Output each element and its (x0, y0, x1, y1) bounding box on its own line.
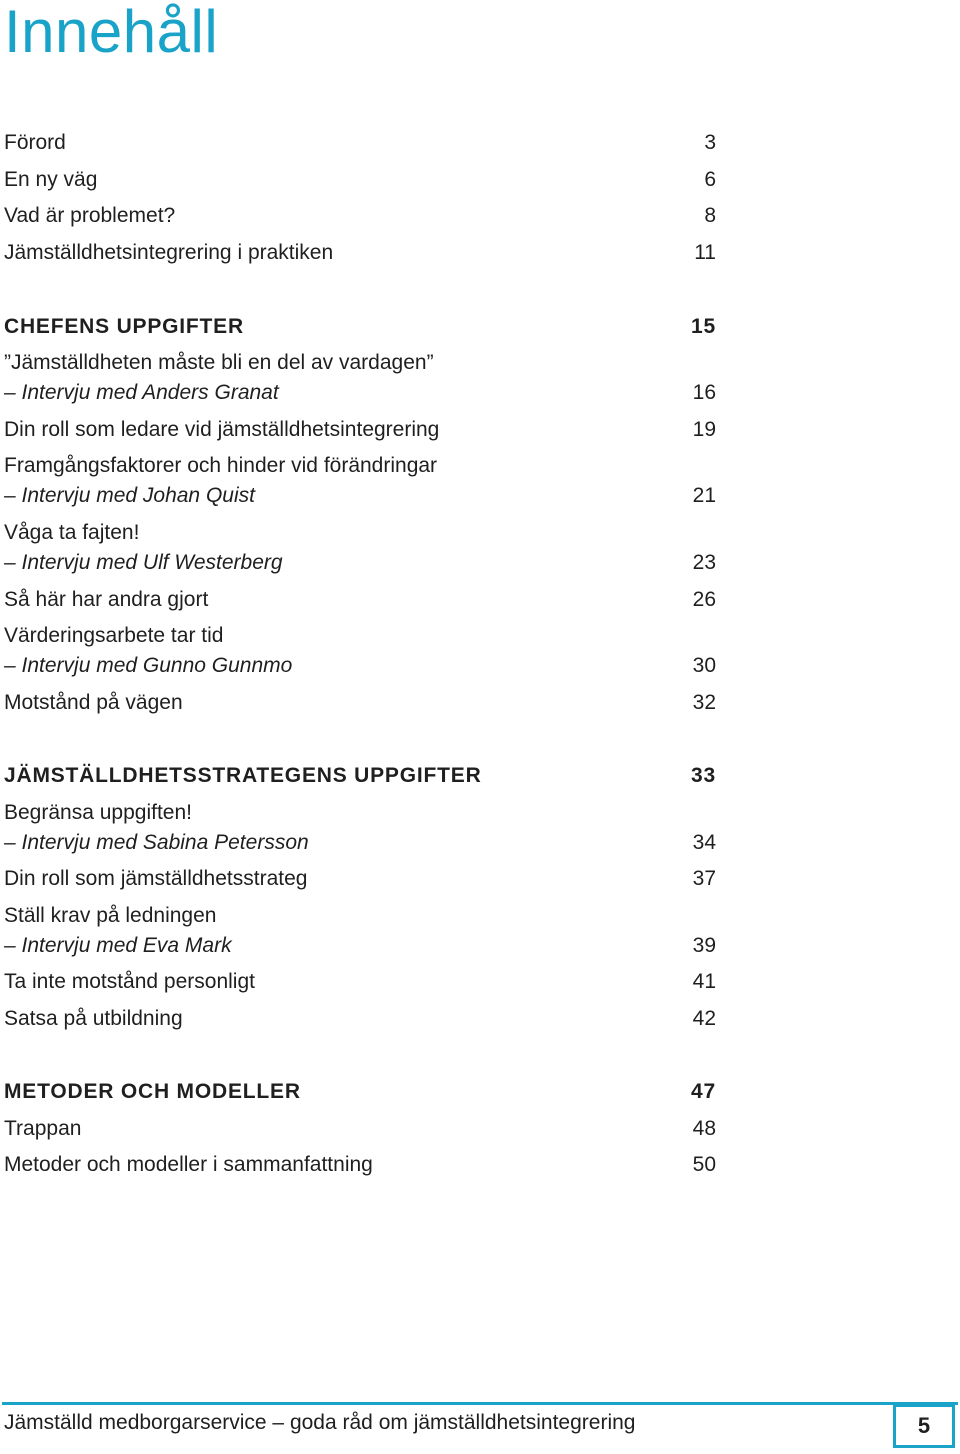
toc-entry-page: 42 (692, 1007, 716, 1030)
toc-entry[interactable] (4, 238, 716, 268)
toc-entry-interview[interactable] (4, 621, 716, 681)
toc-section-heading[interactable] (4, 312, 716, 342)
toc-entry-title: Din roll som jämställdhetsstrateg (4, 867, 308, 890)
footer-title: Jämställd medborgarservice – goda råd om jämställdhetsintegrering (4, 1411, 636, 1434)
toc-entry-title: Trappan (4, 1117, 82, 1140)
toc-entry-title: Våga ta fajten! (4, 521, 140, 544)
toc-entry-subtitle: – Intervju med Anders Granat (4, 381, 279, 404)
toc-entry-page: 41 (692, 970, 716, 993)
toc-entry-page: 23 (692, 551, 716, 574)
toc-entry-interview[interactable] (4, 348, 716, 408)
toc-entry-title: Jämställdhetsintegrering i praktiken (4, 241, 334, 264)
toc-entry-page: 39 (692, 934, 716, 957)
toc-section-title: CHEFENS UPPGIFTER (4, 315, 244, 338)
toc-entry-page: 11 (694, 241, 716, 264)
toc-entry-page: 48 (692, 1117, 716, 1140)
toc-section-page: 15 (691, 315, 716, 338)
toc-entry-interview[interactable] (4, 518, 716, 578)
toc-entry[interactable] (4, 128, 716, 158)
toc-section-heading[interactable] (4, 1077, 716, 1107)
toc-entry-title: Begränsa uppgiften! (4, 801, 192, 824)
toc-entry[interactable] (4, 688, 716, 718)
toc-entry[interactable] (4, 165, 716, 195)
toc-entry[interactable] (4, 967, 716, 997)
toc-entry-page: 8 (704, 204, 716, 227)
toc-entry-interview[interactable] (4, 451, 716, 511)
toc-entry-title: Motstånd på vägen (4, 691, 183, 714)
toc-section-heading[interactable] (4, 761, 716, 791)
toc-entry-title: Framgångsfaktorer och hinder vid förändringar (4, 454, 438, 477)
toc-entry-page: 37 (692, 867, 716, 890)
toc-entry-subtitle: – Intervju med Eva Mark (4, 934, 232, 957)
footer-divider (2, 1402, 958, 1405)
toc-entry-subtitle: – Intervju med Johan Quist (4, 484, 255, 507)
toc-entry-title: Vad är problemet? (4, 204, 176, 227)
toc-entry-title: En ny väg (4, 168, 98, 191)
toc-entry-title: Förord (4, 131, 66, 154)
toc-entry-subtitle: – Intervju med Sabina Petersson (4, 831, 309, 854)
toc-entry-title: ”Jämställdheten måste bli en del av vardagen” (4, 351, 434, 374)
toc-entry[interactable] (4, 1150, 716, 1180)
toc-entry-page: 6 (704, 168, 716, 191)
toc-entry[interactable] (4, 864, 716, 894)
toc-entry-title: Så här har andra gjort (4, 588, 209, 611)
toc-entry[interactable] (4, 1004, 716, 1034)
toc-entry-title: Satsa på utbildning (4, 1007, 183, 1030)
toc-entry-interview[interactable] (4, 901, 716, 961)
toc-section-title: JÄMSTÄLLDHETSSTRATEGENS UPPGIFTER (4, 764, 482, 787)
toc-entry-interview[interactable] (4, 798, 716, 858)
toc-entry-page: 19 (692, 418, 716, 441)
toc-entry-page: 30 (692, 654, 716, 677)
toc-entry-page: 21 (692, 484, 716, 507)
toc-entry-subtitle: – Intervju med Gunno Gunnmo (4, 654, 293, 677)
page-number: 5 (917, 1413, 931, 1438)
toc-entry-title: Ta inte motstånd personligt (4, 970, 255, 993)
toc-entry-page: 26 (692, 588, 716, 611)
toc-section-page: 47 (691, 1080, 716, 1103)
page-number-box (893, 1404, 955, 1448)
page-title: Innehåll (4, 0, 219, 65)
toc-entry[interactable] (4, 1114, 716, 1144)
toc-entry-title: Metoder och modeller i sammanfattning (4, 1153, 373, 1176)
toc-section-page: 33 (691, 764, 716, 787)
toc-entry[interactable] (4, 415, 716, 445)
toc-entry[interactable] (4, 201, 716, 231)
toc-entry-page: 16 (692, 381, 716, 404)
toc-entry-title: Din roll som ledare vid jämställdhetsintegrering (4, 418, 440, 441)
toc-entry-subtitle: – Intervju med Ulf Westerberg (4, 551, 283, 574)
toc-entry-page: 50 (692, 1153, 716, 1176)
toc-entry[interactable] (4, 585, 716, 615)
toc-section-title: METODER OCH MODELLER (4, 1080, 301, 1103)
toc-entry-page: 3 (704, 131, 716, 154)
toc-entry-title: Värderingsarbete tar tid (4, 624, 224, 647)
toc-entry-title: Ställ krav på ledningen (4, 904, 217, 927)
toc-entry-page: 32 (692, 691, 716, 714)
toc-entry-page: 34 (692, 831, 716, 854)
